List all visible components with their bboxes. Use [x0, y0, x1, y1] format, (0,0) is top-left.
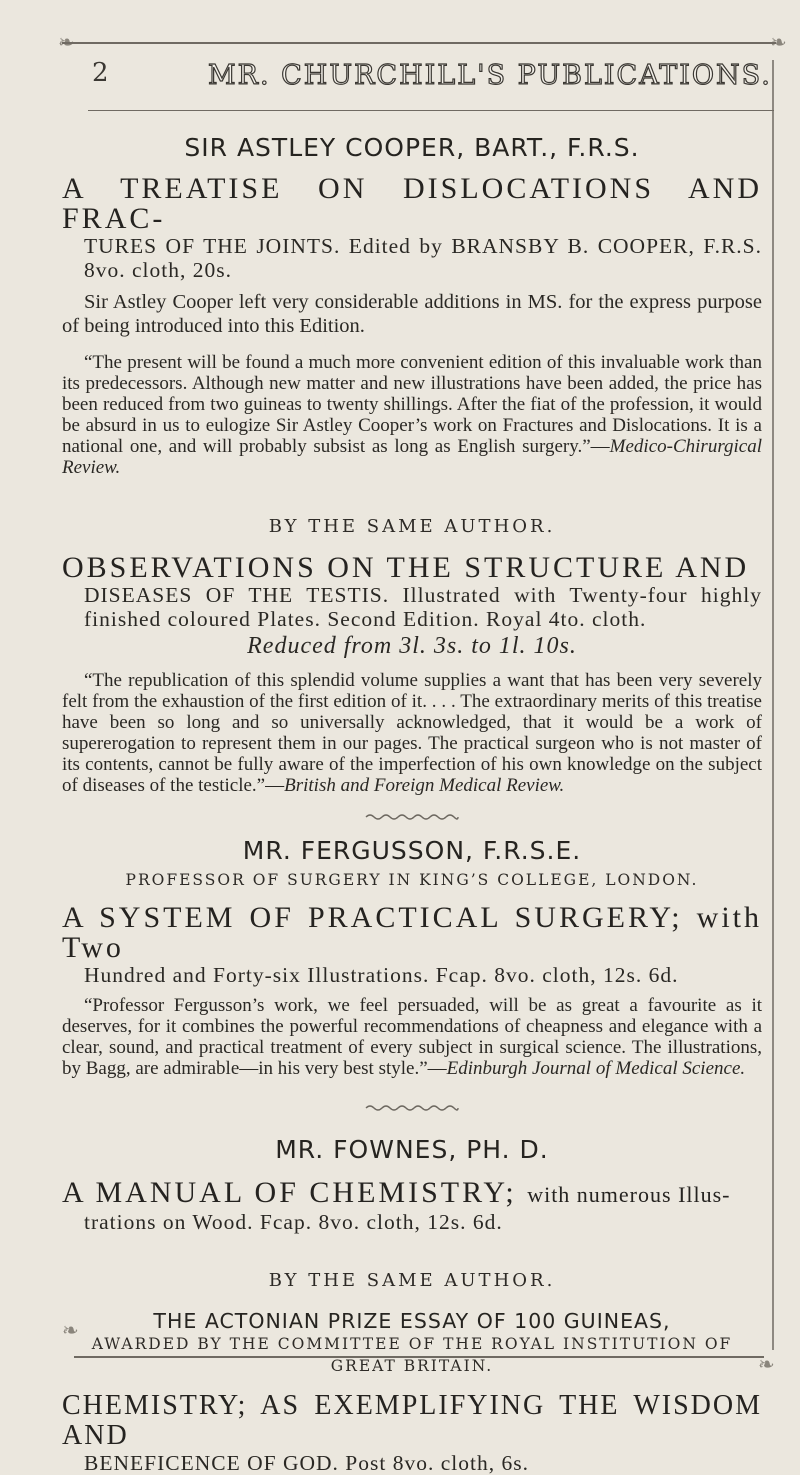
- page-content: [62, 133, 762, 1475]
- header-rule: [88, 110, 774, 111]
- review-source: Edinburgh Journal of Medical Science.: [446, 1058, 746, 1079]
- divider-ornament-icon: [364, 1104, 460, 1112]
- entry-title-testis: OBSERVATIONS ON THE STRUCTURE AND: [62, 551, 750, 584]
- entry-title-chemistry: [62, 1178, 762, 1210]
- entry-title-main: A MANUAL OF CHEMISTRY;: [62, 1176, 517, 1209]
- page-edge: [772, 60, 774, 1350]
- review-source: British and Foreign Medical Review.: [284, 775, 565, 796]
- awarded-line: AWARDED BY THE COMMITTEE OF THE ROYAL INSTITUTION OF GREAT BRITAIN.: [91, 1335, 733, 1375]
- page-number: 2: [92, 58, 111, 88]
- author-heading-fownes: MR. FOWNES, PH. D.: [275, 1135, 549, 1164]
- review-text: “Professor Fergusson’s work, we feel persuaded, will be as great a favourite as it deserves, for it combines the powerful recommendations of cheapness and elegance with a clear, sound, and practical treatment of every subject in surgical science. The illustrations, by Bagg, are admirable—in his very best style.”—: [62, 995, 762, 1079]
- entry-detail-dislocations: TURES OF THE JOINTS. Edited by BRANSBY B. COOPER, F.R.S. 8vo. cloth, 20s.: [84, 234, 762, 282]
- entry-title-surgery: A SYSTEM OF PRACTICAL SURGERY; with Two: [62, 901, 762, 964]
- entry-title-tail: with numerous Illus-: [527, 1182, 731, 1207]
- divider-ornament-icon: [364, 813, 460, 821]
- corner-ornament-icon: ❧: [58, 30, 75, 54]
- review-dislocations: [62, 352, 762, 478]
- entry-detail-testis: DISEASES OF THE TESTIS. Illustrated with Twenty-four highly finished coloured Plates. Second Edition. Royal 4to. cloth.: [84, 583, 762, 631]
- review-text: “The present will be found a much more convenient edition of this invaluable work than its predecessors. Although new matter and new illustrations have been added, the price has been reduced from two guineas to twenty shillings. After the fiat of the profession, it would be absurd in us to eulogize Sir Astley Cooper’s work on Fractures and Dislocations. It is a national one, and will probably subsist as long as English surgery.”—: [62, 352, 762, 457]
- review-surgery: [62, 995, 762, 1079]
- corner-ornament-icon: ❧: [62, 1318, 79, 1342]
- entry-detail-actonian: BENEFICENCE OF GOD. Post 8vo. cloth, 6s.: [84, 1451, 529, 1475]
- author-affiliation: PROFESSOR OF SURGERY IN KING’S COLLEGE, LONDON.: [125, 871, 699, 889]
- author-heading-fergusson: MR. FERGUSSON, F.R.S.E.: [242, 836, 582, 865]
- entry-title-actonian: CHEMISTRY; AS EXEMPLIFYING THE WISDOM AND: [62, 1390, 762, 1451]
- entry-title-dislocations: A TREATISE ON DISLOCATIONS AND FRAC-: [62, 172, 762, 235]
- entry-price-reduced: Reduced from 3l. 3s. to 1l. 10s.: [247, 633, 577, 659]
- entry-detail-surgery: Hundred and Forty-six Illustrations. Fcap. 8vo. cloth, 12s. 6d.: [84, 963, 679, 987]
- entry-note-dislocations: Sir Astley Cooper left very considerable additions in MS. for the express purpose of being introduced into this Edition.: [62, 291, 762, 337]
- bottom-rule: [74, 1356, 764, 1358]
- running-title: MR. CHURCHILL'S PUBLICATIONS.: [208, 60, 772, 91]
- byline-same-author: BY THE SAME AUTHOR.: [268, 516, 556, 537]
- top-rule: [62, 42, 776, 44]
- byline-same-author: BY THE SAME AUTHOR.: [268, 1270, 556, 1291]
- prize-line: THE ACTONIAN PRIZE ESSAY OF 100 GUINEAS,: [153, 1309, 671, 1333]
- corner-ornament-icon: ❧: [758, 1352, 775, 1376]
- review-testis: [62, 670, 762, 796]
- review-source: Medico-Chirurgical Review.: [62, 436, 762, 478]
- author-heading-cooper: SIR ASTLEY COOPER, BART., F.R.S.: [184, 133, 640, 162]
- section-divider: [62, 1101, 762, 1115]
- section-divider: [62, 810, 762, 824]
- review-text: “The republication of this splendid volume supplies a want that has been very severely felt from the exhaustion of the first edition of it. . . . The extraordinary merits of this treatise have been so long and so universally acknowledged, that it would be a work of supererogation to represent them in our pages. The practical surgeon who is not master of its contents, cannot be fully aware of the imperfection of his own knowledge on the subject of diseases of the testicle.”—: [62, 670, 762, 796]
- entry-detail-chemistry: trations on Wood. Fcap. 8vo. cloth, 12s. 6d.: [84, 1210, 503, 1234]
- corner-ornament-icon: ❧: [770, 30, 787, 54]
